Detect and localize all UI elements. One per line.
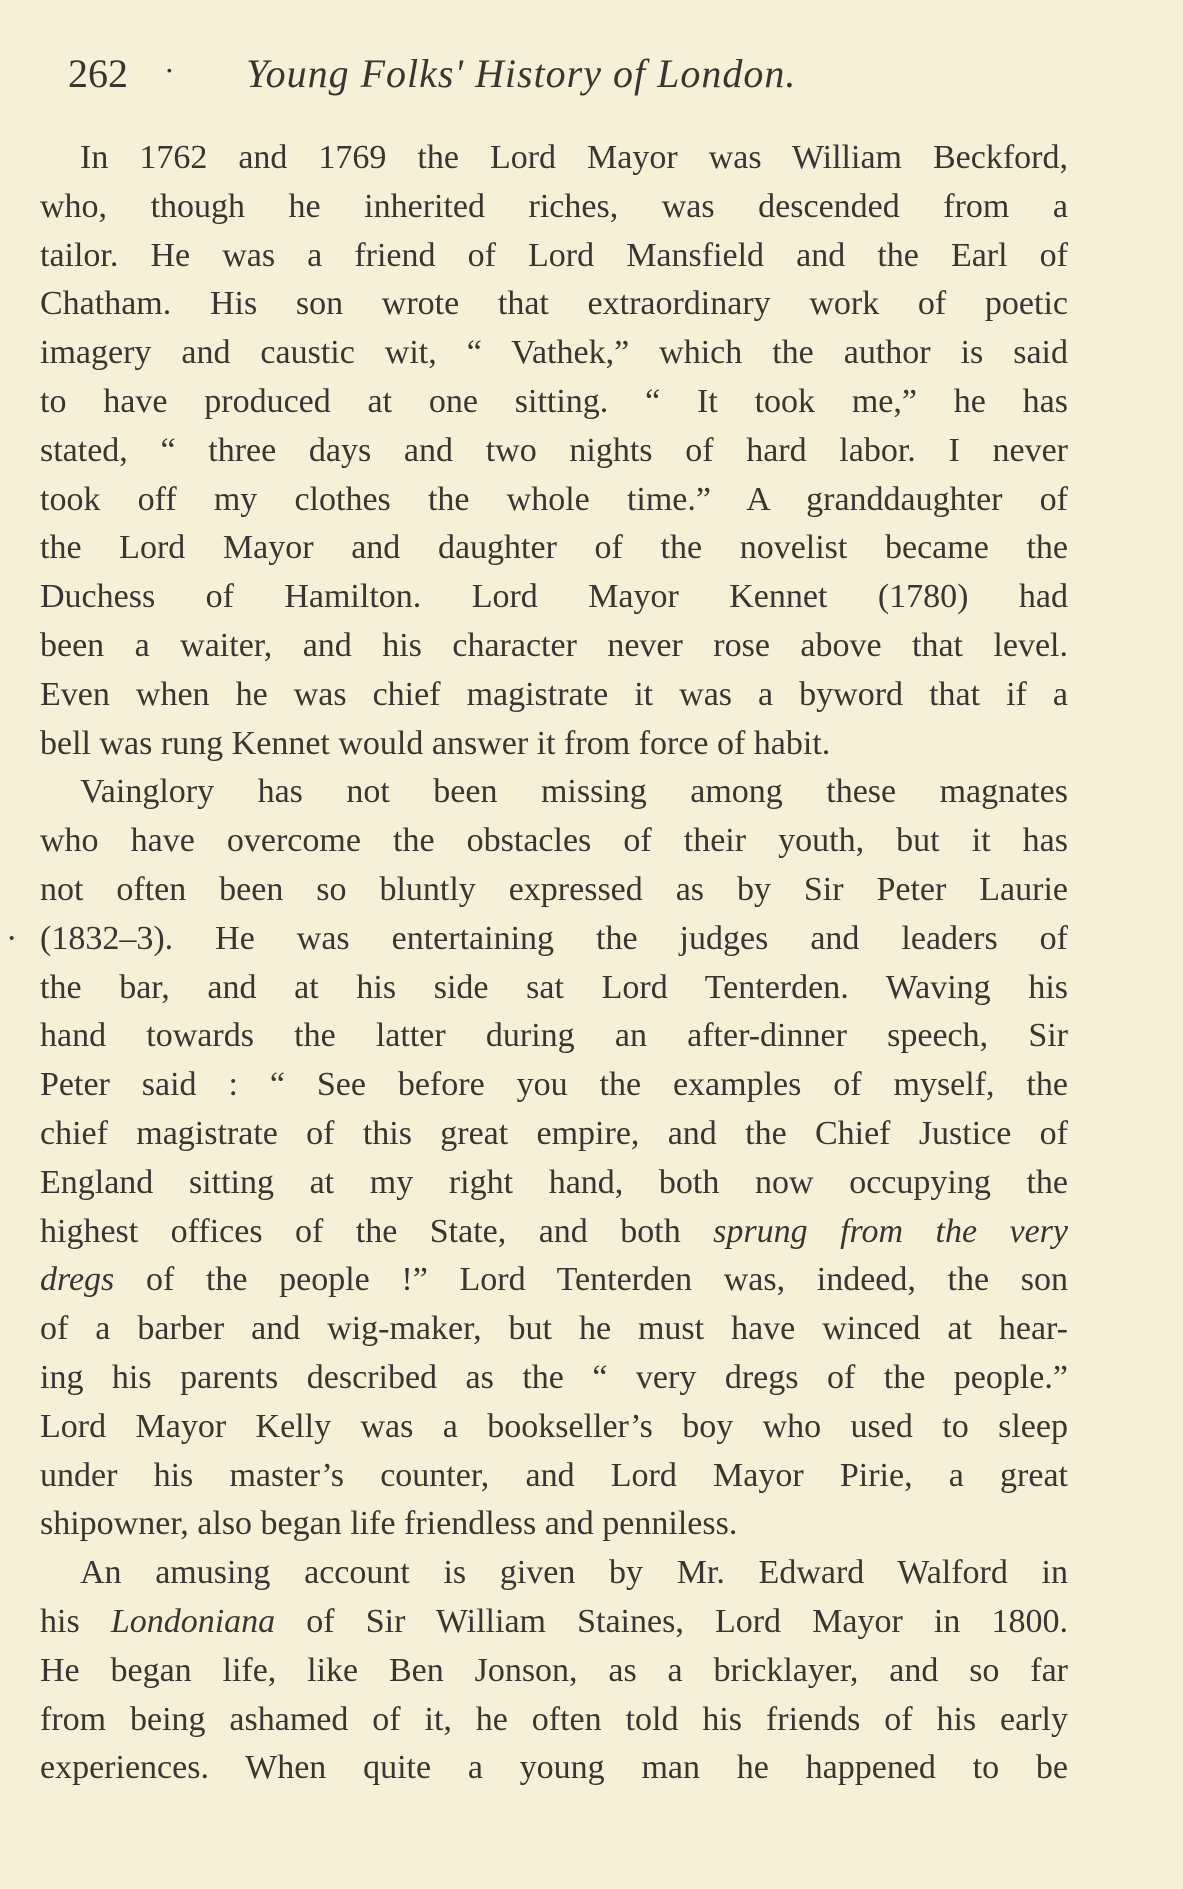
- text-line: hand towards the latter during an after-dinner speech, Sir: [40, 1017, 1068, 1055]
- text-line: shipowner, also began life friendless and penniless.: [40, 1505, 738, 1543]
- text-line: from being ashamed of it, he often told his friends of his early: [40, 1700, 1068, 1738]
- text-line: Chatham. His son wrote that extraordinary work of poetic: [40, 285, 1068, 323]
- text-line: England sitting at my right hand, both now occupying the: [40, 1163, 1068, 1201]
- text-line: Even when he was chief magistrate it was a byword that if a: [40, 675, 1068, 713]
- text-line: [6, 915, 1068, 964]
- text-line: been a waiter, and his character never rose above that level.: [40, 626, 1068, 664]
- text-line: the bar, and at his side sat Lord Tenterden. Waving his: [40, 968, 1068, 1006]
- text-line: An amusing account is given by Mr. Edward Walford in: [80, 1554, 1068, 1592]
- text-line: took off my clothes the whole time.” A granddaughter of: [40, 480, 1068, 518]
- text-line: Duchess of Hamilton. Lord Mayor Kennet (1780) had: [40, 578, 1068, 616]
- text-line: under his master’s counter, and Lord Mayor Pirie, a great: [40, 1456, 1068, 1494]
- italic-phrase: sprung from the very: [713, 1212, 1068, 1250]
- italic-title: Londoniana: [110, 1602, 276, 1640]
- text-line: not often been so bluntly expressed as by Sir Peter Laurie: [40, 870, 1068, 908]
- text-line: tailor. He was a friend of Lord Mansfield and the Earl of: [40, 236, 1068, 274]
- text-line: who, though he inherited riches, was descended from a: [40, 187, 1068, 225]
- text-run: highest offices of the State, and both: [40, 1212, 681, 1250]
- text-run: of the people !” Lord Tenterden was, indeed, the son: [114, 1261, 1068, 1299]
- text-line: [40, 1598, 1068, 1647]
- text-line-content: (1832–3). He was entertaining the judges and leaders of: [40, 919, 1068, 957]
- text-line: imagery and caustic wit, “ Vathek,” which the author is said: [40, 334, 1068, 372]
- italic-word: dregs: [40, 1261, 115, 1299]
- page-header: [68, 44, 1068, 104]
- text-line: ing his parents described as the “ very dregs of the people.”: [40, 1358, 1068, 1396]
- text-line: [40, 1208, 1068, 1257]
- header-mark: ·: [164, 52, 175, 88]
- text-line: experiences. When quite a young man he happened to be: [40, 1749, 1068, 1787]
- text-line: He began life, like Ben Jonson, as a bricklayer, and so far: [40, 1651, 1068, 1689]
- text-line: Peter said : “ See before you the examples of myself, the: [40, 1066, 1068, 1104]
- text-line: stated, “ three days and two nights of hard labor. I never: [40, 431, 1068, 469]
- body-text: [6, 134, 1068, 1793]
- text-line: who have overcome the obstacles of their youth, but it has: [40, 822, 1068, 860]
- page-number: 262: [68, 51, 128, 96]
- text-line: Lord Mayor Kelly was a bookseller’s boy who used to sleep: [40, 1407, 1068, 1445]
- text-line: the Lord Mayor and daughter of the novelist became the: [40, 529, 1068, 567]
- text-line: of a barber and wig-maker, but he must have winced at hear-: [40, 1310, 1068, 1348]
- margin-mark: ·: [6, 919, 18, 957]
- text-line: [40, 1256, 1068, 1305]
- text-run: of Sir William Staines, Lord Mayor in 1800.: [275, 1602, 1068, 1640]
- text-line: bell was rung Kennet would answer it from force of habit.: [40, 724, 831, 762]
- text-line: In 1762 and 1769 the Lord Mayor was William Beckford,: [80, 139, 1068, 176]
- text-line: Vainglory has not been missing among these magnates: [80, 773, 1068, 811]
- running-title: Young Folks' History of London.: [246, 51, 797, 96]
- text-line: to have produced at one sitting. “ It took me,” he has: [40, 382, 1068, 420]
- text-run: his: [40, 1602, 80, 1640]
- text-line: chief magistrate of this great empire, and the Chief Justice of: [40, 1114, 1068, 1152]
